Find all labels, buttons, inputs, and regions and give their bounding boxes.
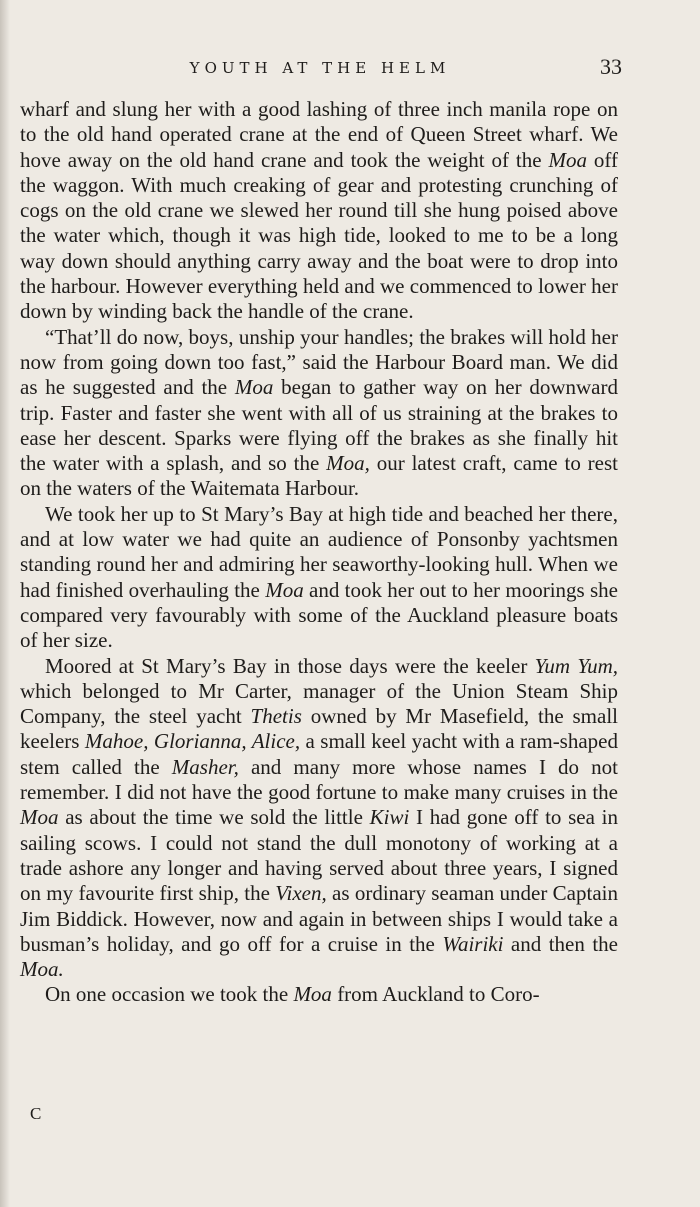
ship-name: Moa, — [326, 451, 370, 476]
ship-name: Moa — [234, 375, 274, 400]
ship-name: Yum Yum, — [534, 653, 618, 678]
running-head — [20, 56, 620, 82]
ship-name: Wairiki — [442, 931, 504, 956]
ship-name: Mahoe, Glorianna, Alice, — [84, 729, 301, 754]
paragraph: On one occasion we took the Moa from Auckland to Coro- — [45, 982, 540, 1007]
running-head-title: YOUTH AT THE HELM — [189, 59, 451, 77]
ship-name: Masher, — [171, 754, 239, 779]
paragraph: “That’ll do now, boys, unship your handles; the brakes will hold her now from going down too fast,” said the Harbour Board man. We did as he suggested and the Moa began to gather way on her downward trip. Faster and faster she went with all of us straining at the brakes to ease her descent. Sparks were flying off the brakes as she finally hit the water with a splash, and so the Moa, our latest craft, came to rest on the waters of the Waitemata Harbour. — [20, 324, 618, 501]
paragraph: Moored at St Mary’s Bay in those days were the keeler Yum Yum, which belonged to Mr Carter, manager of the Union Steam Ship Company, the steel yacht Thetis owned by Mr Masefield, the small keelers Mahoe, Glorianna, Alice, a small keel yacht with a ram-shaped stem called the Masher, and many more whose names I do not remember. I did not have the good fortune to make many cruises in the Moa as about the time we sold the little Kiwi I had gone off to sea in sailing scows. I could not stand the dull monotony of working at a trade ashore any longer and having served about three years, I signed on my favourite first ship, the Vixen, as ordinary seaman under Captain Jim Biddick. However, now and again in between ships I would take a busman’s holiday, and go off for a cruise in the Wairiki and then the Moa. — [20, 653, 619, 982]
ship-name: Kiwi — [369, 805, 410, 830]
paragraph: wharf and slung her with a good lashing of three inch manila rope on to the old hand operated crane at the end of Queen Street wharf. We hove away on the old hand crane and took the weight of the Moa off the waggon. With much creaking of gear and protesting crunching of cogs on the old crane we slewed her round till she hung poised above the water which, though it was high tide, looked to me to be a long way down should anything carry away and the boat were to drop into the harbour. However everything held and we commenced to lower her down by winding back the handle of the crane. — [20, 97, 618, 324]
body-text — [20, 97, 618, 1008]
ship-name: Thetis — [250, 704, 302, 729]
ship-name: Vixen, — [275, 881, 327, 906]
ship-name: Moa. — [20, 957, 64, 982]
scan-edge-shadow — [0, 0, 10, 1207]
paragraph: We took her up to St Mary’s Bay at high tide and beached her there, and at low water we had quite an audience of Ponsonby yachtsmen standing round her and admiring her seaworthy-looking hull. When we had finished overhauling the Moa and took her out to her moorings she compared very favourably with some of the Auckland pleasure boats of her size. — [20, 501, 619, 653]
ship-name: Moa — [265, 577, 304, 602]
ship-name: Moa — [20, 805, 59, 830]
ship-name: Moa — [293, 982, 332, 1007]
ship-name: Moa — [548, 147, 587, 172]
signature-mark: C — [30, 1104, 43, 1123]
page-number: 33 — [600, 54, 622, 79]
